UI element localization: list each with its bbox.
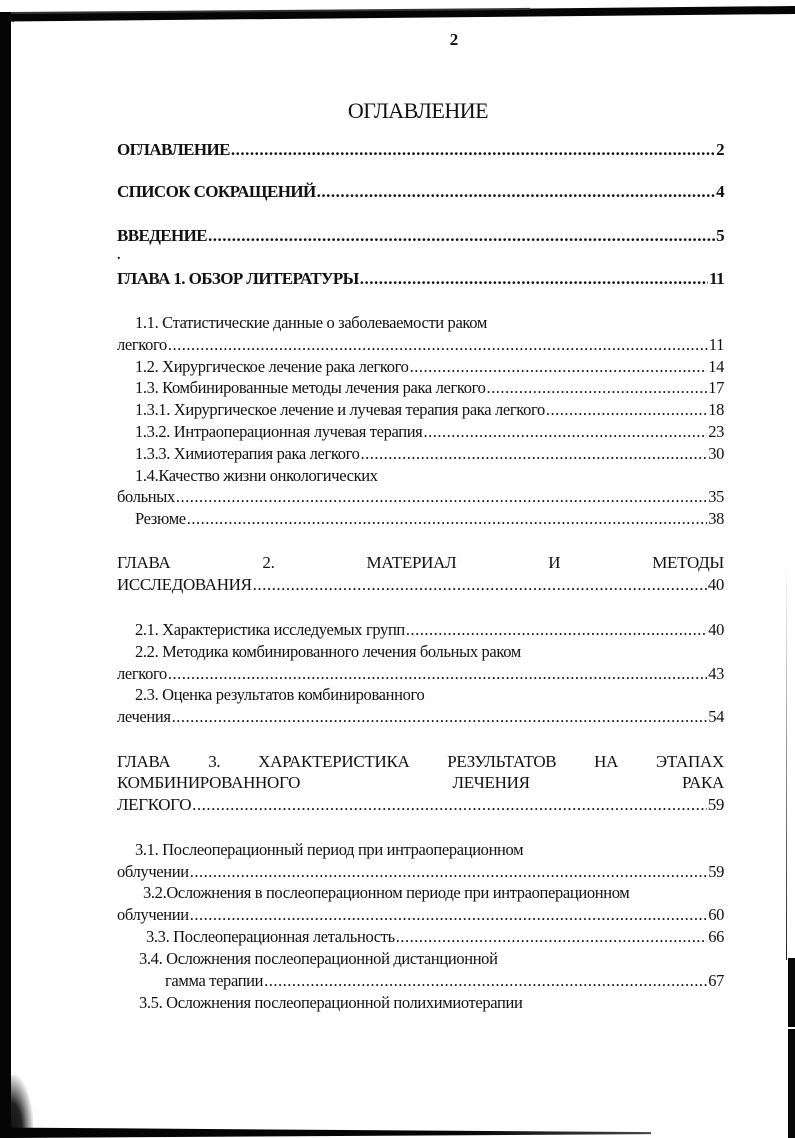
toc-entry-label: ОГЛАВЛЕНИЕ <box>117 140 230 159</box>
page-number: 2 <box>449 30 459 49</box>
toc-leader-dots <box>231 139 715 161</box>
toc-section-1-1-line1[interactable]: 1.1. Статистические данные о заболеваемости раком <box>135 313 487 332</box>
scan-border-right-edge <box>786 560 787 960</box>
toc-entry-label: больных <box>117 487 175 506</box>
toc-word: ГЛАВА <box>117 752 171 771</box>
toc-section-1-1[interactable] <box>117 334 724 356</box>
scan-border-bottom <box>11 1125 651 1138</box>
toc-entry-page: 18 <box>708 400 724 419</box>
toc-word: 3. <box>208 752 221 771</box>
toc-entry-label: 1.2. Хирургическое лечение рака легкого <box>135 357 409 376</box>
toc-section-1-3[interactable] <box>135 377 724 399</box>
toc-entry-page: 54 <box>708 707 724 726</box>
toc-entry-label: 1.3. Комбинированные методы лечения рака легкого <box>135 378 486 397</box>
toc-leader-dots <box>423 421 707 443</box>
toc-word: ХАРАКТЕРИСТИКА <box>258 752 410 771</box>
toc-leader-dots <box>361 443 708 465</box>
toc-leader-dots <box>168 334 708 356</box>
toc-entry-label: 2.1. Характеристика исследуемых групп <box>135 620 405 639</box>
toc-entry-page: 17 <box>708 378 724 397</box>
toc-entry-label: 1.3.1. Хирургическое лечение и лучевая терапия рака легкого <box>135 400 545 419</box>
toc-entry-label: облучении <box>117 905 189 924</box>
toc-entry-page: 23 <box>708 422 724 441</box>
scan-border-corner <box>11 14 14 22</box>
toc-entry-introduction[interactable] <box>117 225 724 247</box>
toc-section-1-4-line1[interactable]: 1.4.Качество жизни онкологических <box>135 466 378 485</box>
toc-chapter-3-line1[interactable] <box>117 751 724 773</box>
toc-entry-label: 1.3.3. Химиотерапия рака легкого <box>135 444 360 463</box>
toc-word: МЕТОДЫ <box>652 553 724 572</box>
toc-leader-dots <box>546 399 707 421</box>
toc-chapter-3-line2[interactable] <box>117 772 724 794</box>
toc-word: ЛЕЧЕНИЯ <box>452 773 530 792</box>
toc-leader-dots <box>192 794 707 816</box>
toc-leader-dots <box>208 225 715 247</box>
toc-section-1-3-1[interactable] <box>135 399 724 421</box>
toc-entry-label: 3.3. Послеоперационная летальность <box>146 927 395 946</box>
toc-section-3-4[interactable] <box>165 970 724 992</box>
toc-section-3-5[interactable]: 3.5. Осложнения послеоперационной полихимиотерапии <box>139 993 523 1012</box>
toc-section-2-1[interactable] <box>135 619 724 641</box>
toc-word: МАТЕРИАЛ <box>366 553 457 572</box>
scan-shadow-corner <box>11 1075 33 1130</box>
toc-word: 2. <box>262 553 275 572</box>
scan-border-left <box>0 12 11 1138</box>
toc-entry-label: ИССЛЕДОВАНИЯ <box>117 575 252 594</box>
toc-entry-label: лечения <box>117 707 171 726</box>
toc-leader-dots <box>253 574 707 596</box>
toc-leader-dots <box>190 861 708 883</box>
toc-word: И <box>548 553 561 572</box>
toc-leader-dots <box>172 706 708 728</box>
toc-leader-dots <box>317 181 716 203</box>
scan-border-right <box>788 958 795 1138</box>
toc-entry-page: 35 <box>708 487 724 506</box>
toc-entry-label: Резюме <box>135 509 186 528</box>
toc-section-3-4-line1[interactable]: 3.4. Осложнения послеоперационной дистанционной <box>139 949 498 968</box>
toc-entry-page: 43 <box>708 664 724 683</box>
toc-section-1-3-3[interactable] <box>135 443 724 465</box>
page-title: ОГЛАВЛЕНИЕ <box>347 98 489 123</box>
toc-section-3-2[interactable] <box>117 904 724 926</box>
toc-entry-label: гамма терапии <box>165 971 264 990</box>
toc-leader-dots <box>187 508 707 530</box>
toc-leader-dots <box>190 904 708 926</box>
toc-entry-label: 1.3.2. Интраоперационная лучевая терапия <box>135 422 423 441</box>
toc-entry-page: 67 <box>708 971 724 990</box>
toc-word: РЕЗУЛЬТАТОВ <box>447 752 557 771</box>
toc-entry-page: 60 <box>708 905 724 924</box>
toc-section-1-2[interactable] <box>135 356 724 378</box>
toc-word: РАКА <box>682 773 724 792</box>
toc-entry-label: легкого <box>117 664 167 683</box>
toc-leader-dots <box>168 663 707 685</box>
toc-chapter-1[interactable] <box>117 268 724 290</box>
toc-entry-page: 11 <box>708 335 724 354</box>
toc-entry-page: 38 <box>708 509 724 528</box>
toc-entry-contents[interactable] <box>117 139 724 161</box>
toc-entry-label: ЛЕГКОГО <box>117 795 192 814</box>
toc-leader-dots <box>176 486 707 508</box>
stray-mark: . <box>117 248 121 263</box>
toc-chapter-2-line1[interactable] <box>117 552 724 574</box>
toc-entry-page: 59 <box>708 862 724 881</box>
toc-section-3-1-line1[interactable]: 3.1. Послеоперационный период при интраоперационном <box>135 840 524 859</box>
toc-section-2-3-line1[interactable]: 2.3. Оценка результатов комбинированного <box>135 685 425 704</box>
toc-entry-page: 4 <box>716 182 724 201</box>
toc-entry-page: 66 <box>708 927 724 946</box>
toc-entry-label: СПИСОК СОКРАЩЕНИЙ <box>117 182 316 201</box>
toc-section-3-1[interactable] <box>117 861 724 883</box>
toc-entry-page: 59 <box>707 795 724 814</box>
toc-word: ЭТАПАХ <box>655 752 724 771</box>
toc-chapter-3[interactable] <box>117 794 724 816</box>
toc-entry-label: ВВЕДЕНИЕ <box>117 226 208 245</box>
toc-entry-page: 40 <box>708 620 724 639</box>
toc-section-3-3[interactable] <box>146 926 724 948</box>
toc-entry-page: 2 <box>716 140 724 159</box>
toc-word: КОМБИНИРОВАННОГО <box>117 773 301 792</box>
toc-leader-dots <box>396 926 707 948</box>
toc-entry-page: 40 <box>707 575 724 594</box>
toc-leader-dots <box>264 970 707 992</box>
toc-entry-page: 14 <box>708 357 724 376</box>
toc-leader-dots <box>406 619 707 641</box>
toc-section-1-4[interactable] <box>117 486 724 508</box>
toc-section-2-2-line1[interactable]: 2.2. Методика комбинированного лечения больных раком <box>135 642 521 661</box>
toc-entry-page: 5 <box>716 226 724 245</box>
scan-border-right-gap <box>788 1027 795 1029</box>
toc-entry-abbreviations[interactable] <box>117 181 724 203</box>
toc-word: НА <box>594 752 619 771</box>
toc-entry-label: облучении <box>117 862 189 881</box>
toc-chapter-2[interactable] <box>117 574 724 596</box>
toc-section-2-3[interactable] <box>117 706 724 728</box>
toc-entry-page: 30 <box>708 444 724 463</box>
toc-leader-dots <box>410 356 708 378</box>
toc-entry-page: 11 <box>709 269 724 288</box>
toc-word: ГЛАВА <box>117 553 171 572</box>
toc-leader-dots <box>487 377 708 399</box>
toc-section-1-3-2[interactable] <box>135 421 724 443</box>
toc-section-2-2[interactable] <box>117 663 724 685</box>
toc-leader-dots <box>360 268 708 290</box>
toc-entry-label: легкого <box>117 335 167 354</box>
toc-section-3-2-line1[interactable]: 3.2.Осложнения в послеоперационном периоде при интраоперационном <box>143 883 630 902</box>
toc-chapter-title: ГЛАВА 1. ОБЗОР ЛИТЕРАТУРЫ <box>117 269 359 288</box>
toc-section-summary[interactable] <box>135 508 724 530</box>
